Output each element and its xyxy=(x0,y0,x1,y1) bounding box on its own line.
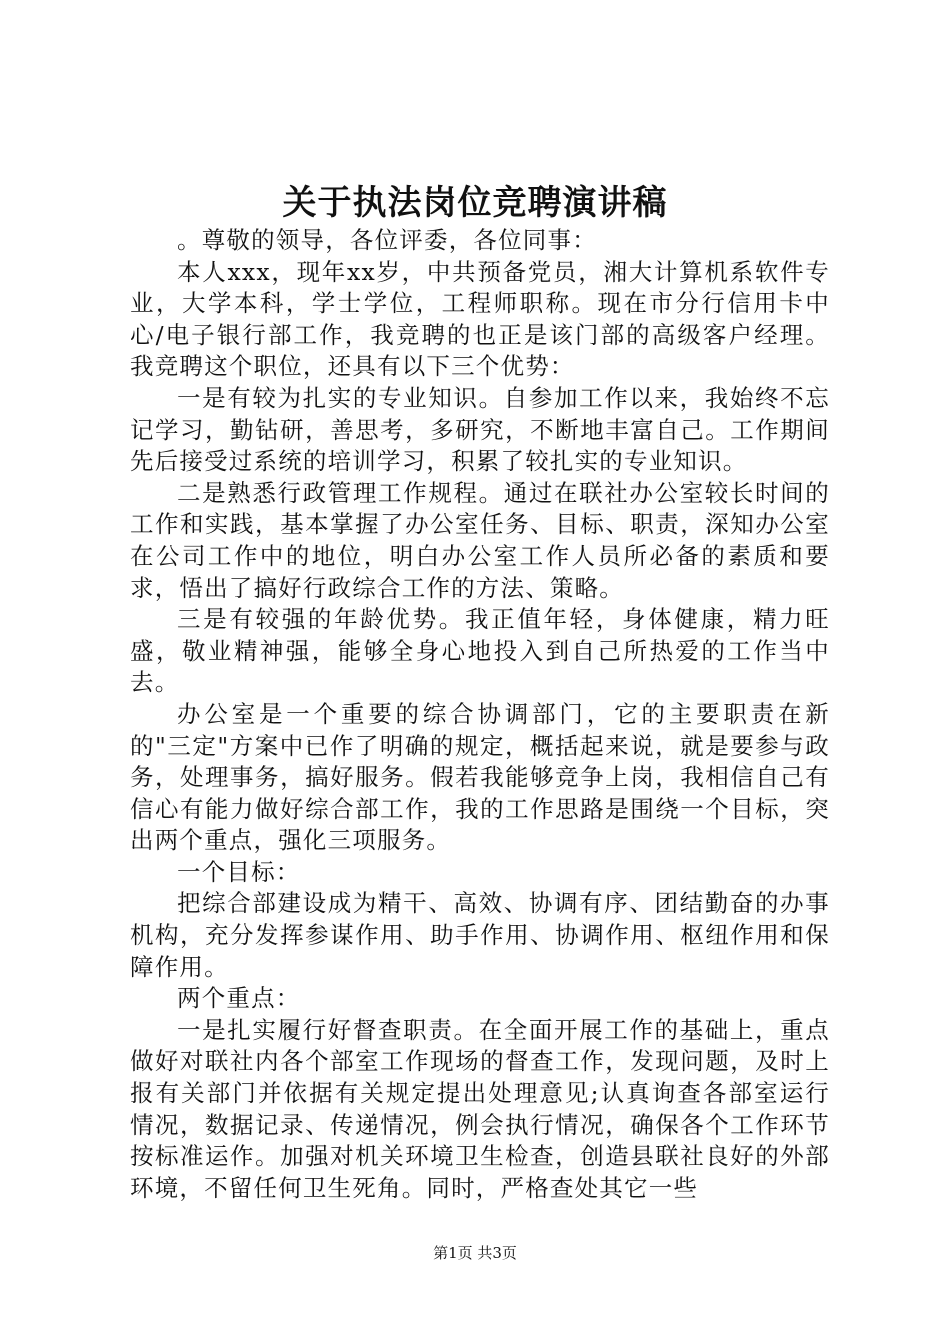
advantage-three-paragraph: 三是有较强的年龄优势。我正值年轻，身体健康，精力旺盛，敬业精神强，能够全身心地投入到自己所热爱的工作当中去。 xyxy=(130,605,830,697)
office-role-paragraph: 办公室是一个重要的综合协调部门，它的主要职责在新的"三定"方案中已作了明确的规定，概括起来说，就是要参与政务，处理事务，搞好服务。假若我能够竞争上岗，我相信自己有信心有能力做好综合部工作，我的工作思路是围绕一个目标，突出两个重点，强化三项服务。 xyxy=(130,699,830,855)
intro-paragraph: 本人xxx，现年xx岁，中共预备党员，湘大计算机系软件专业，大学本科，学士学位，工程师职称。现在市分行信用卡中心/电子银行部工作，我竞聘的也正是该门部的高级客户经理。我竞聘这个职位，还具有以下三个优势： xyxy=(130,257,830,381)
salutation-paragraph: 。尊敬的领导，各位评委，各位同事： xyxy=(177,226,597,254)
goal-paragraph: 把综合部建设成为精干、高效、协调有序、团结勤奋的办事机构，充分发挥参谋作用、助手作用、协调作用、枢纽作用和保障作用。 xyxy=(130,889,830,981)
document-title: 关于执法岗位竞聘演讲稿 xyxy=(282,183,668,223)
focus-one-paragraph: 一是扎实履行好督查职责。在全面开展工作的基础上，重点做好对联社内各个部室工作现场的督查工作，发现问题，及时上报有关部门并依据有关规定提出处理意见;认真询查各部室运行情况，数据记录、传递情况，例会执行情况，确保各个工作环节按标准运作。加强对机关环境卫生检查，创造县联社良好的外部环境，不留任何卫生死角。同时，严格查处其它一些 xyxy=(130,1015,830,1202)
page-footer: 第1页 共3页 xyxy=(433,1244,517,1262)
advantage-two-paragraph: 二是熟悉行政管理工作规程。通过在联社办公室较长时间的工作和实践，基本掌握了办公室任务、目标、职责，深知办公室在公司工作中的地位，明白办公室工作人员所必备的素质和要求，悟出了搞好行政综合工作的方法、策略。 xyxy=(130,478,830,602)
document-body xyxy=(130,225,830,1204)
focus-heading: 两个重点： xyxy=(177,984,301,1013)
goal-heading: 一个目标： xyxy=(177,857,301,886)
advantage-one-paragraph: 一是有较为扎实的专业知识。自参加工作以来，我始终不忘记学习，勤钻研，善思考，多研究，不断地丰富自己。工作期间先后接受过系统的培训学习，积累了较扎实的专业知识。 xyxy=(130,383,830,476)
